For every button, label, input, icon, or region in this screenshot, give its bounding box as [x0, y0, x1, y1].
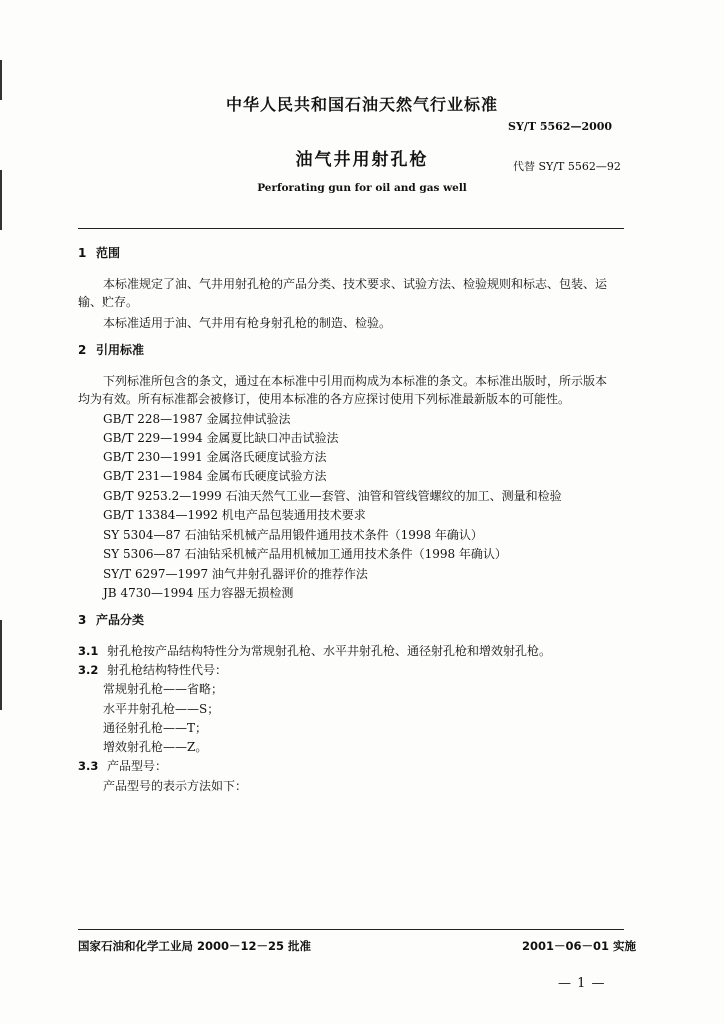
standard-number: SY/T 5562—2000: [508, 120, 613, 133]
clause-text: 射孔枪结构特性代号：: [107, 663, 228, 677]
reference-item: GB/T 9253.2—1999 石油天然气工业—套管、油管和管线管螺纹的加工、测量和检验: [103, 489, 562, 503]
scan-edge-mark: [0, 170, 2, 230]
clause-3-2: [78, 661, 227, 678]
code-item: 通径射孔枪——T；: [103, 721, 208, 735]
implementation-date: 2001－06－01 实施: [522, 939, 637, 953]
scan-edge-mark: [0, 620, 2, 710]
document-title: 油气井用射孔枪: [295, 150, 429, 170]
page-number: — 1 —: [558, 976, 606, 991]
section-title: 引用标准: [96, 343, 145, 357]
replaces-note: 代替 SY/T 5562—92: [513, 160, 621, 173]
code-item: 常规射孔枪——省略；: [103, 682, 224, 696]
section-title: 产品分类: [96, 613, 145, 627]
section-number: 1: [78, 246, 87, 260]
section-2-heading: [78, 341, 144, 358]
paragraph-line: 本标准规定了油、气井用射孔枪的产品分类、技术要求、试验方法、检验规则和标志、包装、运: [103, 277, 608, 291]
section-3-heading: [78, 611, 144, 628]
paragraph-line: 产品型号的表示方法如下：: [103, 779, 248, 793]
reference-item: SY 5304—87 石油钻采机械产品用锻件通用技术条件（1998 年确认）: [103, 528, 483, 542]
standard-org-title: 中华人民共和国石油天然气行业标准: [225, 95, 498, 114]
section-number: 2: [78, 343, 87, 357]
section-number: 3: [78, 613, 87, 627]
reference-item: GB/T 229—1994 金属夏比缺口冲击试验法: [103, 431, 339, 445]
reference-item: SY 5306—87 石油钻采机械产品用机械加工通用技术条件（1998 年确认）: [103, 547, 507, 561]
code-item: 增效射孔枪——Z。: [103, 740, 208, 754]
clause-number: 3.2: [78, 663, 99, 677]
paragraph-line: 输、贮存。: [78, 295, 139, 309]
clause-text: 产品型号：: [107, 759, 168, 773]
reference-item: GB/T 228—1987 金属拉伸试验法: [103, 412, 291, 426]
clause-number: 3.1: [78, 644, 99, 658]
reference-item: GB/T 230—1991 金属洛氏硬度试验方法: [103, 450, 327, 464]
clause-number: 3.3: [78, 759, 99, 773]
reference-item: GB/T 231—1984 金属布氏硬度试验方法: [103, 469, 327, 483]
paragraph-line: 下列标准所包含的条文，通过在本标准中引用而构成为本标准的条文。本标准出版时，所示版本: [103, 374, 608, 388]
reference-item: SY/T 6297—1997 油气井射孔器评价的推荐作法: [103, 567, 368, 581]
paragraph-line: 均为有效。所有标准都会被修订，使用本标准的各方应探讨使用下列标准最新版本的可能性。: [78, 392, 571, 406]
section-title: 范围: [96, 246, 121, 260]
reference-item: JB 4730—1994 压力容器无损检测: [103, 586, 294, 600]
paragraph-line: 本标准适用于油、气井用有枪身射孔枪的制造、检验。: [103, 316, 392, 330]
code-item: 水平井射孔枪——S；: [103, 702, 220, 716]
approval-note: 国家石油和化学工业局 2000－12－25 批准: [78, 939, 312, 953]
clause-3-3: [78, 757, 167, 774]
footer-divider: [78, 929, 624, 930]
clause-text: 射孔枪按产品结构特性分为常规射孔枪、水平井射孔枪、通径射孔枪和增效射孔枪。: [107, 644, 552, 658]
english-title: Perforating gun for oil and gas well: [257, 182, 467, 194]
reference-item: GB/T 13384—1992 机电产品包装通用技术要求: [103, 508, 366, 522]
clause-3-1: [78, 642, 551, 659]
header-divider: [78, 228, 624, 229]
section-1-heading: [78, 244, 120, 261]
